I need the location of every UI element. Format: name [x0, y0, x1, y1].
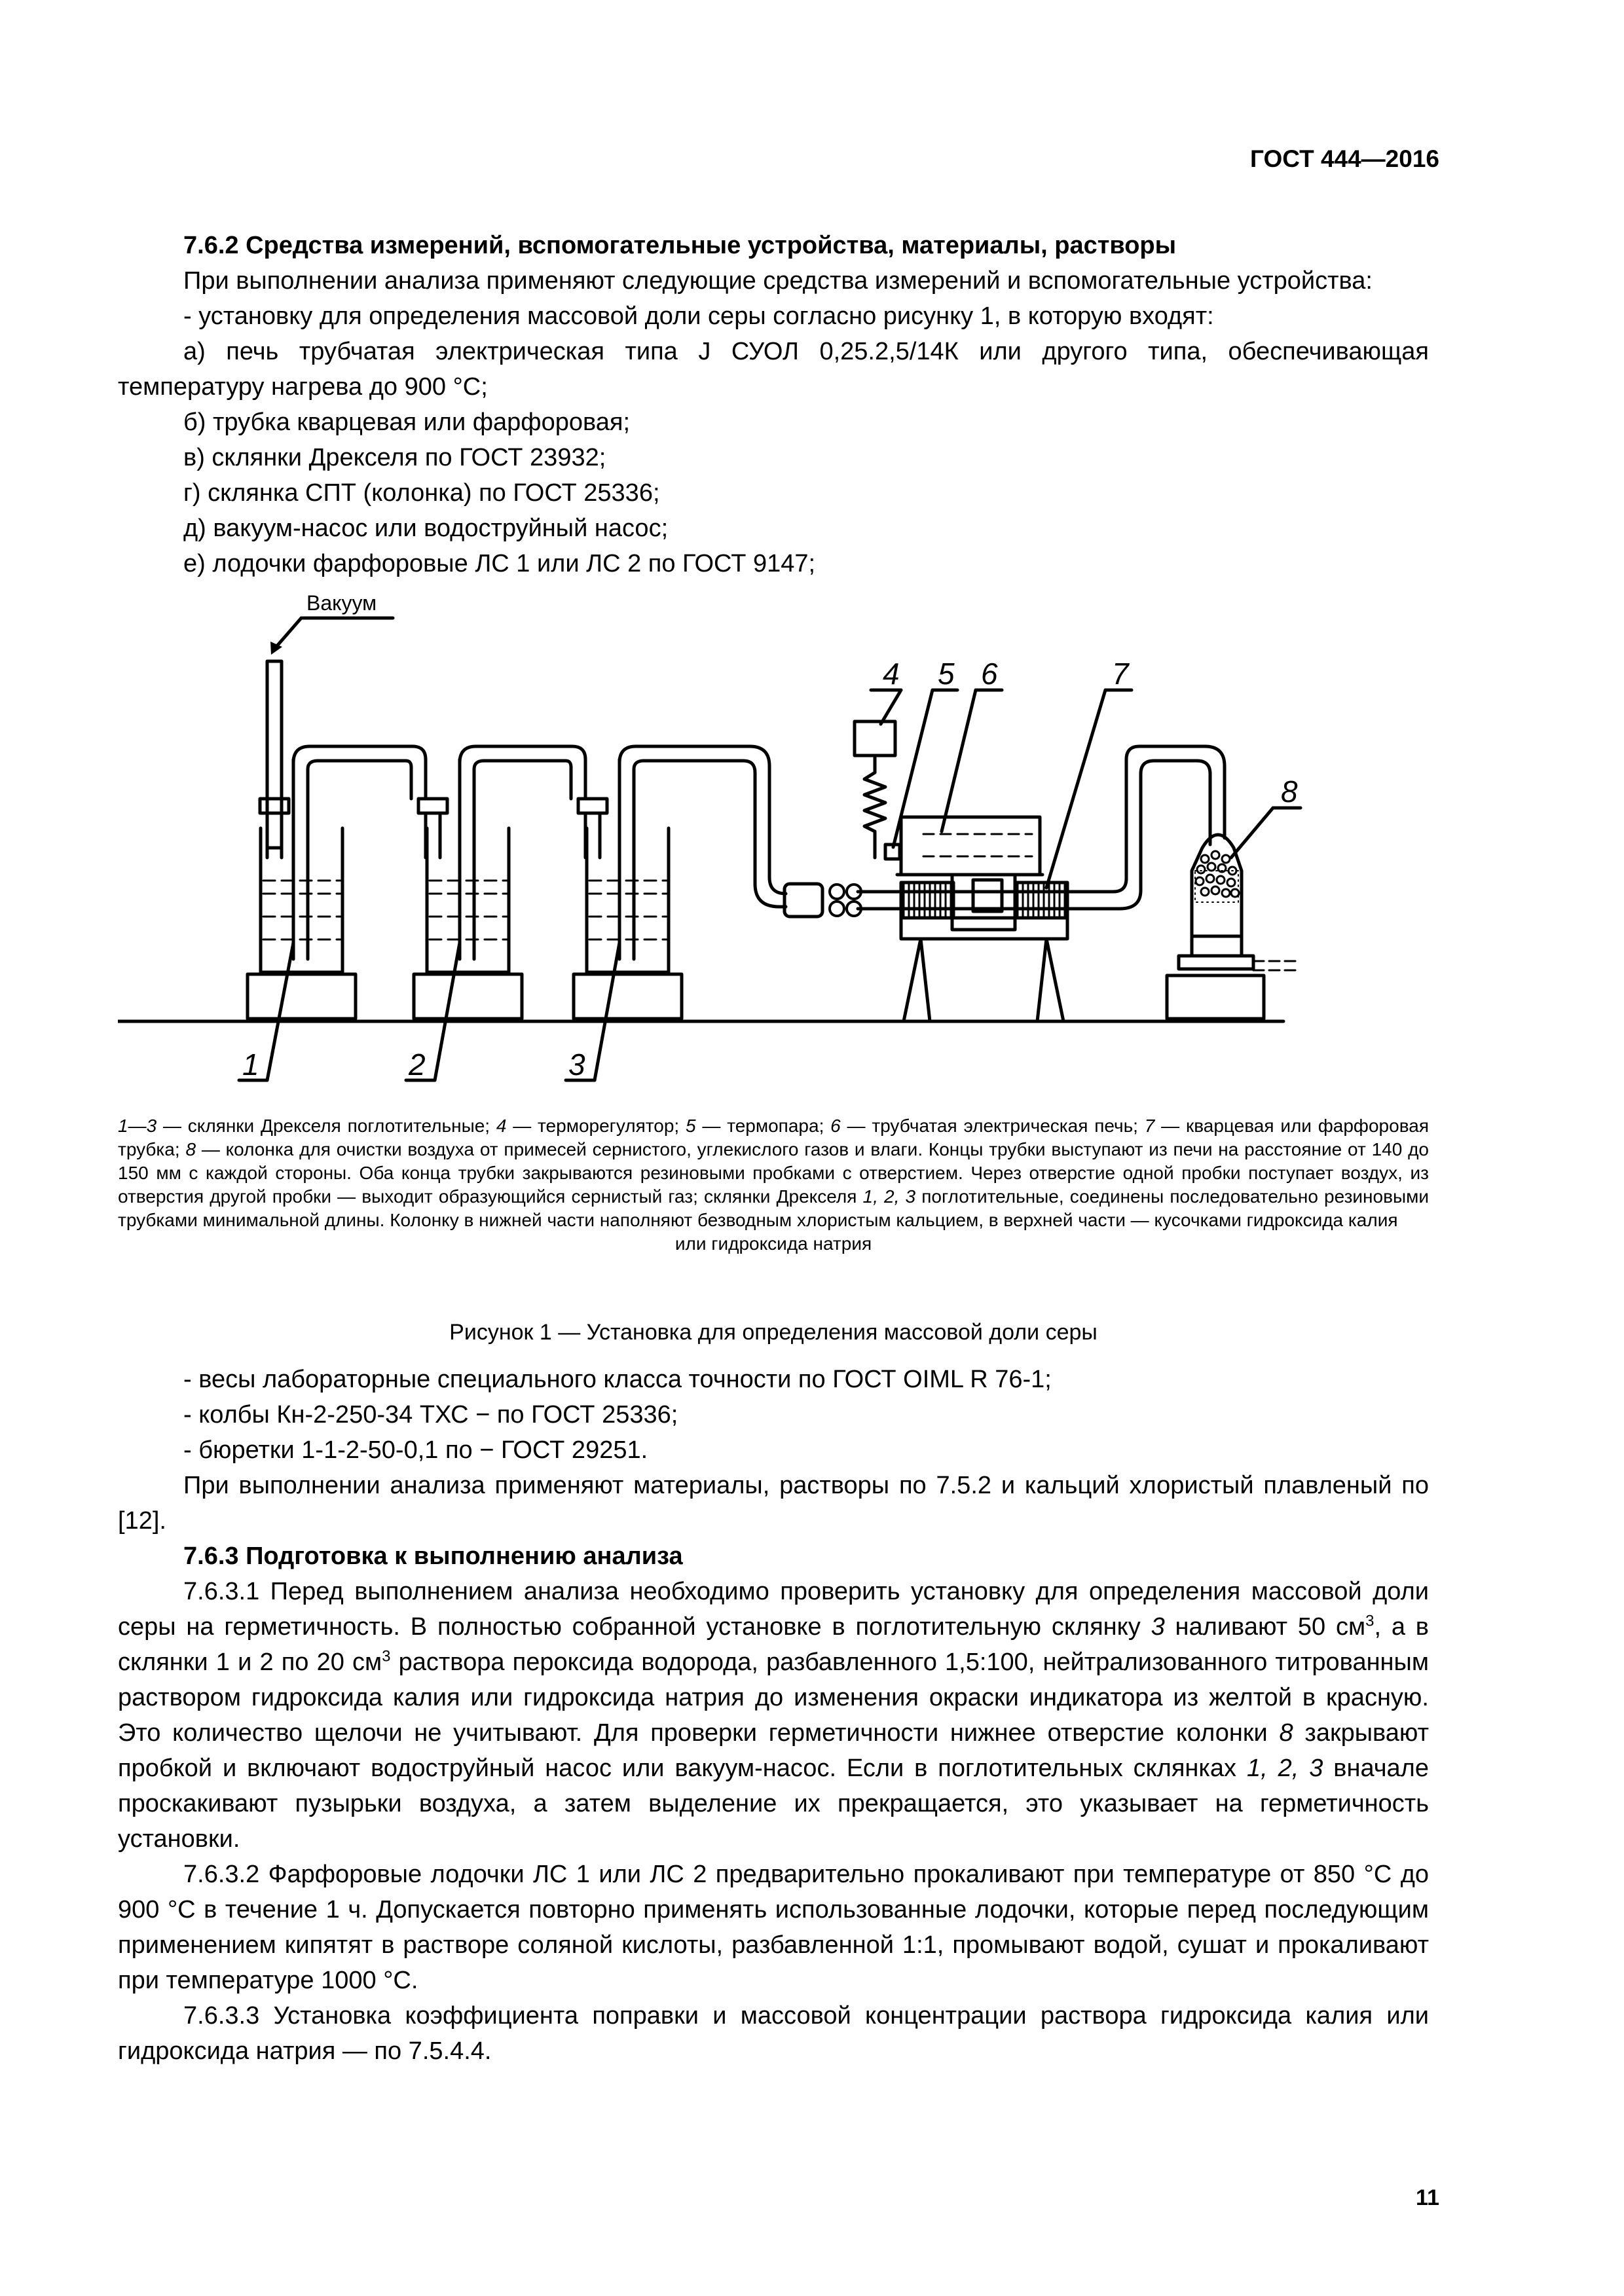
svg-text:6: 6 [981, 657, 998, 691]
vacuum-label: Вакуум [306, 591, 377, 615]
furnace-body [952, 875, 1015, 930]
list-item: - колбы Кн-2-250-34 ТХС − по ГОСТ 25336; [183, 1401, 678, 1429]
legend-number: 1, 2, 3 [862, 1186, 916, 1207]
legend-text: — трубчатая электрическая печь; [840, 1116, 1145, 1136]
drechsel-bottle-1 [248, 759, 356, 1019]
legend-number: 4 [496, 1116, 507, 1136]
drechsel-bottle-3 [574, 759, 682, 1019]
callout-7 [1046, 657, 1132, 888]
list-item: д) вакуум-насос или водоструйный насос; [183, 515, 669, 542]
legend-number: 7 [1144, 1116, 1155, 1136]
paragraph: При выполнении анализа применяют материалы, растворы по 7.5.2 и кальций хлористый плавленый по [12]. [118, 1472, 1429, 1535]
standard-code: ГОСТ 444—2016 [1250, 145, 1439, 172]
svg-text:5: 5 [938, 657, 955, 691]
purification-column [1167, 835, 1297, 1019]
paragraph-7-6-3-1: 7.6.3.1 Перед выполнением анализа необходимо проверить установку для определения массовой доли серы на герметичность. В полностью собранной установке в поглотительную склянку 3 наливают 50 $см^3$, а в склянки 1 и 2 по 20 $см^3$ раствора пероксида водорода, разбавленного 1,5:100, нейтрализованного титрованным раствором гидроксида калия или гидроксида натрия до изменения окраски индикатора из желтой в красную. Это количество щелочи не учитывают. Для проверки герметичности нижнее отверстие колонки 8 закрывают пробкой и включают водоструйный насос или вакуум-насос. Если в поглотительных склянках 1, 2, 3 вначале проскакивают пузырьки воздуха, а затем выделение их прекращается, это указывает на герметичность установки. [118, 1578, 1429, 1853]
legend-number: 5 [686, 1116, 696, 1136]
legend-text: — терморегулятор; [506, 1116, 686, 1136]
connector-tube-2-3 [460, 746, 585, 799]
list-item: е) лодочки фарфоровые ЛС 1 или ЛС 2 по ГОСТ 9147; [183, 550, 816, 577]
callout-8 [1231, 774, 1301, 858]
thermoregulator-spring [864, 773, 885, 831]
svg-text:8: 8 [1281, 774, 1298, 809]
list-item: - установку для определения массовой доли серы согласно рисунку 1, в которую входят: [183, 302, 1214, 330]
drechsel-bottle-2 [414, 759, 522, 1019]
legend-number: 8 [185, 1139, 196, 1159]
figure-legend [118, 1114, 1429, 1256]
legend-number: 1—3 [118, 1116, 157, 1136]
legend-text: поглотительные, соединены последовательно резиновыми трубками минимальной длины. Колонку в нижней части наполняют безводным хлористым кальцием, в верхней части — кусочками гидроксида калия [118, 1186, 1429, 1230]
svg-text:7: 7 [1112, 657, 1129, 691]
connector-tube-1-2 [293, 746, 426, 799]
apparatus-diagram [118, 570, 1429, 1106]
vacuum-leader-slant [275, 618, 301, 648]
legend-number: 6 [830, 1116, 841, 1136]
section-7-6-3 [118, 1362, 1429, 2069]
legend-text: — колонка для очистки воздуха от примесей сернистого, углекислого газов и влаги. Концы трубки выступают из печи на расстояние от 140 до 150 мм с каждой стороны. Оба конца трубки закрываются резиновыми пробками с отверстием. Через отверстие одной пробки поступает воздух, из отверстия другой пробки — выходит образующийся сернистый газ; склянки Дрекселя [118, 1139, 1429, 1207]
figure-1-apparatus [118, 570, 1429, 1106]
section-heading: 7.6.2 Средства измерений, вспомогательные устройства, материалы, растворы [183, 232, 1177, 259]
tube-furnace [901, 817, 1040, 875]
furnace-legs [904, 939, 1063, 1021]
legend-last-line: или гидроксида натрия [674, 1233, 872, 1254]
list-item: а) печь трубчатая электрическая типа J СУОЛ 0,25.2,5/14К или другого типа, обеспечивающая температуру нагрева до 900 °С; [118, 338, 1429, 401]
paragraph-7-6-3-2: 7.6.3.2 Фарфоровые лодочки ЛС 1 или ЛС 2 предварительно прокаливают при температуре от 850 °С до 900 °С в течение 1 ч. Допускается повторно применять использованные лодочки, которые перед последующим применением кипятят в растворе соляной кислоты, разбавленной 1:1, промывают водой, сушат и прокаливают при температуре 1000 °С. [118, 1861, 1429, 1994]
list-item: в) склянки Дрекселя по ГОСТ 23932; [183, 444, 606, 471]
thermoregulator [855, 721, 895, 756]
section-7-6-2 [118, 228, 1429, 581]
callout-4 [871, 657, 901, 724]
svg-text:4: 4 [883, 657, 900, 691]
legend-text: — склянки Дрекселя поглотительные; [157, 1116, 496, 1136]
figure-title: Рисунок 1 — Установка для определения массовой доли серы [449, 1320, 1098, 1345]
legend-text: — кварцевая или фарфоровая трубка; [118, 1116, 1429, 1159]
paragraph-7-6-3-3: 7.6.3.3 Установка коэффициента поправки и массовой концентрации раствора гидроксида калия или гидроксида натрия — по 7.5.4.4. [118, 2002, 1429, 2065]
list-item: - бюретки 1-1-2-50-0,1 по − ГОСТ 29251. [183, 1436, 648, 1464]
coupling-sleeve [784, 884, 822, 917]
page-number: 11 [1416, 2185, 1439, 2210]
paragraph: При выполнении анализа применяют следующие средства измерений и вспомогательные устройства: [183, 267, 1373, 295]
legend-text: — термопара; [695, 1116, 831, 1136]
svg-text:3: 3 [568, 1048, 585, 1082]
list-item: г) склянка СПТ (колонка) по ГОСТ 25336; [183, 479, 660, 507]
svg-text:2: 2 [409, 1048, 426, 1082]
sample-boat [973, 880, 1002, 911]
vacuum-tube [267, 661, 282, 848]
list-item: б) трубка кварцевая или фарфоровая; [183, 409, 630, 436]
svg-text:1: 1 [242, 1048, 259, 1082]
connector-tube-3-furnace [619, 746, 786, 894]
list-item: - весы лабораторные специального класса точности по ГОСТ OIML R 76-1; [183, 1366, 1052, 1393]
section-heading: 7.6.3 Подготовка к выполнению анализа [183, 1542, 683, 1570]
